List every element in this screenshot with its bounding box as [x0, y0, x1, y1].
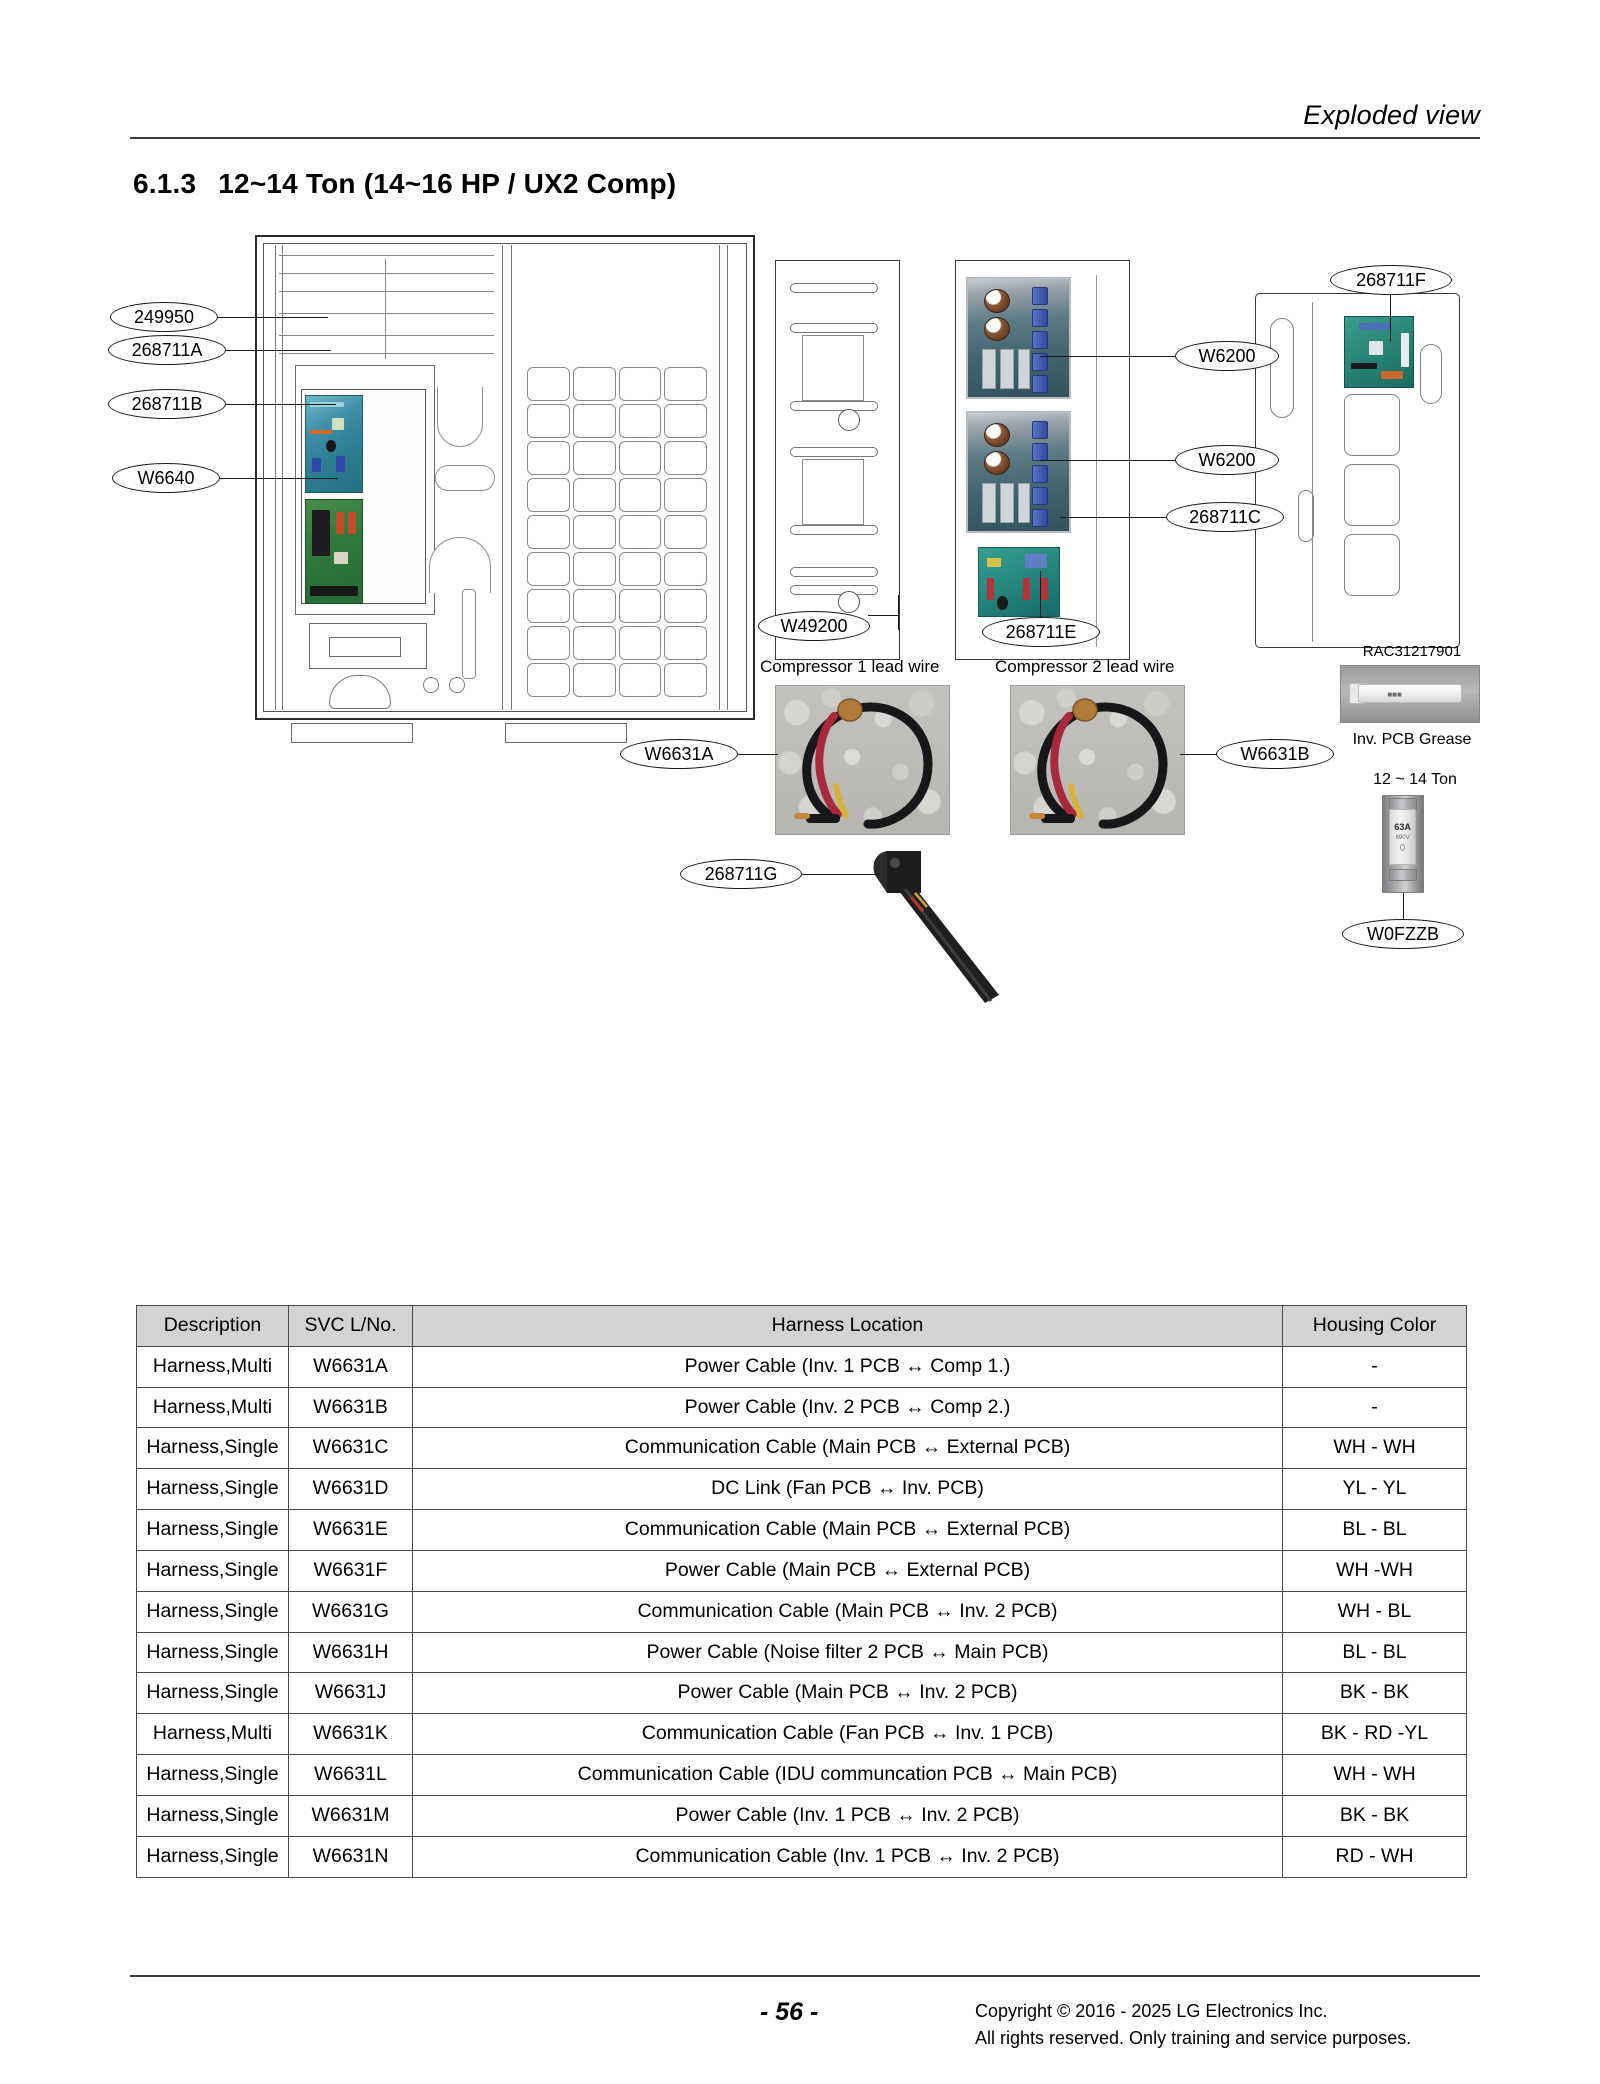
table-row — [137, 1795, 1467, 1836]
section-title-text: 12~14 Ton (14~16 HP / UX2 Comp) — [218, 168, 677, 199]
fuse-cert-mark — [1400, 844, 1405, 852]
nf2-module-a — [982, 483, 996, 523]
bracket-slot-6 — [790, 567, 878, 577]
leader-268711C — [1060, 517, 1168, 518]
unit-base-panel-right — [505, 723, 627, 743]
callout-W6631B-label: W6631B — [1240, 743, 1310, 764]
harness-table-container — [136, 1305, 1466, 1878]
table-row — [137, 1387, 1467, 1428]
cell-housing-color: - — [1283, 1387, 1467, 1428]
pcb-chip — [332, 418, 344, 430]
noise-filter-pcb-2 — [966, 411, 1071, 533]
nf2-cap-1 — [1032, 421, 1048, 439]
cell-housing-color: BK - RD -YL — [1283, 1714, 1467, 1755]
lead-wire-2-drawing — [1011, 686, 1185, 835]
callout-W6200-lower[interactable] — [1175, 445, 1279, 475]
cell-description: Harness,Single — [137, 1836, 289, 1877]
footer-rule — [130, 1975, 1480, 1977]
cell-harness-location: Communication Cable (Main PCB ↔ External PCB) — [413, 1428, 1283, 1469]
plate-pcb-header — [1359, 323, 1391, 330]
nf1-module-a — [982, 349, 996, 389]
nf1-cap-1 — [1032, 287, 1048, 305]
sensor-connector-drawing — [865, 845, 1095, 1025]
callout-249950-label: 249950 — [133, 306, 195, 327]
unit-base-panel-left — [291, 723, 413, 743]
bracket-slot-7 — [790, 585, 878, 595]
col-header-housing-color: Housing Color — [1283, 1306, 1467, 1347]
callout-W6631B[interactable] — [1216, 739, 1334, 769]
callout-W6631A[interactable] — [620, 739, 738, 769]
cell-svc-lno: W6631C — [289, 1428, 413, 1469]
inverter-pcb — [305, 499, 363, 604]
cell-housing-color: WH -WH — [1283, 1550, 1467, 1591]
service-valve-a — [423, 677, 439, 693]
running-head: Exploded view — [1303, 100, 1480, 130]
page-header — [130, 100, 1480, 139]
plate-pcb-ic-row — [1351, 363, 1377, 369]
inverter-cap-a — [336, 512, 344, 534]
unit-strip-mid — [502, 245, 512, 710]
cell-description: Harness,Single — [137, 1428, 289, 1469]
leader-W6200-upper — [1040, 356, 1178, 357]
cell-harness-location: Communication Cable (Fan PCB ↔ Inv. 1 PCB) — [413, 1714, 1283, 1755]
compressor-2-lead-wire-photo — [1010, 685, 1185, 835]
fuse-photo — [1382, 795, 1424, 893]
bracket-panel-view — [775, 260, 900, 660]
cell-description: Harness,Single — [137, 1591, 289, 1632]
bracket-slot-2 — [790, 323, 878, 333]
plate-pcb-chip — [1369, 341, 1383, 355]
leader-268711A — [226, 350, 331, 351]
cell-svc-lno: W6631B — [289, 1387, 413, 1428]
plate-cutout-2 — [1344, 464, 1400, 526]
cell-harness-location: Power Cable (Main PCB ↔ Inv. 2 PCB) — [413, 1673, 1283, 1714]
lead-wire-1-drawing — [776, 686, 950, 835]
cell-harness-location: Power Cable (Inv. 2 PCB ↔ Comp 2.) — [413, 1387, 1283, 1428]
section-number: 6.1.3 — [133, 168, 197, 199]
plate-cutout-1 — [1344, 394, 1400, 456]
nf2-cap-2 — [1032, 443, 1048, 461]
table-row — [137, 1346, 1467, 1387]
cell-harness-location: Power Cable (Noise filter 2 PCB ↔ Main PCB) — [413, 1632, 1283, 1673]
refrigerant-pipe-upper — [437, 387, 483, 447]
nf2-coil-b — [984, 451, 1010, 475]
callout-268711A-label: 268711A — [131, 339, 203, 360]
callout-268711B-label: 268711B — [131, 393, 203, 414]
callout-268711G[interactable] — [680, 859, 802, 889]
callout-268711C-label: 268711C — [1189, 506, 1261, 527]
cell-harness-location: Power Cable (Main PCB ↔ External PCB) — [413, 1550, 1283, 1591]
suction-pipe — [462, 589, 476, 679]
callout-268711G-label: 268711G — [704, 863, 778, 884]
callout-268711E-label: 268711E — [1005, 621, 1077, 642]
callout-268711A[interactable] — [108, 335, 226, 365]
col-header-harness-location: Harness Location — [413, 1306, 1283, 1347]
leader-W6631A — [738, 754, 778, 755]
cell-svc-lno: W6631D — [289, 1469, 413, 1510]
cell-description: Harness,Single — [137, 1795, 289, 1836]
nf2-module-b — [1000, 483, 1014, 523]
nf2-cap-3 — [1032, 465, 1048, 483]
cell-harness-location: Communication Cable (Inv. 1 PCB ↔ Inv. 2 PCB) — [413, 1836, 1283, 1877]
plate-slot-long — [1270, 318, 1294, 418]
col-header-svc-lno: SVC L/No. — [289, 1306, 413, 1347]
inverter-chip — [334, 552, 348, 564]
cell-description: Harness,Single — [137, 1755, 289, 1796]
cell-description: Harness,Single — [137, 1632, 289, 1673]
bracket-knob-1 — [838, 409, 860, 431]
callout-268711C[interactable] — [1166, 502, 1284, 532]
header-rule — [130, 137, 1480, 139]
external-pcb-connector-2 — [1023, 578, 1030, 600]
table-row — [137, 1469, 1467, 1510]
callout-W6200-upper[interactable] — [1175, 341, 1279, 371]
leader-268711E-vert — [1040, 571, 1041, 623]
table-row — [137, 1510, 1467, 1551]
nf1-module-b — [1000, 349, 1014, 389]
callout-W0FZZB-label: W0FZZB — [1367, 923, 1439, 944]
grease-tube-text: ■■■ — [1387, 690, 1402, 700]
leader-268711F — [1390, 295, 1391, 341]
callout-W49200-label: W49200 — [780, 615, 848, 636]
cell-svc-lno: W6631L — [289, 1755, 413, 1796]
plate-pcb-cap-row — [1381, 371, 1403, 379]
cell-housing-color: WH - BL — [1283, 1591, 1467, 1632]
fuse-cap-bottom — [1389, 869, 1417, 881]
pcb-resistor-row — [310, 430, 332, 434]
inv-pcb-grease-photo — [1340, 665, 1480, 723]
page-number: - 56 - — [760, 1998, 819, 2026]
inverter-cap-b — [348, 512, 356, 534]
nf2-module-c — [1018, 483, 1030, 523]
table-row — [137, 1632, 1467, 1673]
cell-svc-lno: W6631H — [289, 1632, 413, 1673]
cell-housing-color: YL - YL — [1283, 1469, 1467, 1510]
plate-fold-line — [1312, 302, 1313, 642]
cell-description: Harness,Single — [137, 1550, 289, 1591]
callout-W6631A-label: W6631A — [644, 743, 714, 764]
cell-housing-color: BK - BK — [1283, 1795, 1467, 1836]
copyright-block — [975, 1998, 1411, 2052]
nf1-cap-3 — [1032, 331, 1048, 349]
unit-strip-right — [719, 245, 728, 710]
cell-description: Harness,Single — [137, 1673, 289, 1714]
cell-housing-color: WH - WH — [1283, 1428, 1467, 1469]
cell-harness-location: DC Link (Fan PCB ↔ Inv. PCB) — [413, 1469, 1283, 1510]
nf2-cap-4 — [1032, 487, 1048, 505]
callout-W6640[interactable] — [112, 463, 220, 493]
cell-description: Harness,Single — [137, 1510, 289, 1551]
leader-249950 — [218, 317, 328, 318]
unit-louvers — [279, 251, 494, 356]
nf1-cap-5 — [1032, 375, 1048, 393]
cell-description: Harness,Multi — [137, 1714, 289, 1755]
compressor-2-label: Compressor 2 lead wire — [995, 657, 1175, 676]
unit-louver-divider — [385, 259, 386, 359]
callout-W0FZZB[interactable] — [1342, 919, 1464, 949]
leader-W6640 — [220, 478, 338, 479]
callout-268711F-label: 268711F — [1356, 269, 1426, 290]
callout-249950[interactable] — [110, 302, 218, 332]
refrigerant-pipe-mid — [435, 465, 495, 491]
external-pcb-connector-1 — [987, 578, 994, 600]
leader-W6200-lower — [1040, 460, 1178, 461]
nf1-coil-a — [984, 289, 1010, 313]
plate-pcb-connector-white — [1401, 333, 1409, 367]
leader-W49200-horz — [868, 615, 900, 616]
external-pcb-cap — [997, 596, 1008, 610]
cell-svc-lno: W6631E — [289, 1510, 413, 1551]
bracket-slot-3 — [790, 401, 878, 411]
compressor-1-lead-wire-photo — [775, 685, 950, 835]
grease-part-number: RAC31217901 — [1362, 643, 1462, 660]
callout-W49200[interactable] — [758, 611, 870, 641]
cell-svc-lno: W6631M — [289, 1795, 413, 1836]
cell-description: Harness,Single — [137, 1469, 289, 1510]
cell-housing-color: BK - BK — [1283, 1673, 1467, 1714]
table-row — [137, 1673, 1467, 1714]
leader-W49200-vert — [898, 595, 899, 630]
cell-housing-color: BL - BL — [1283, 1510, 1467, 1551]
pcb-cap-blue-a — [312, 458, 321, 472]
table-header-row — [137, 1306, 1467, 1347]
inverter-terminal-block — [310, 586, 358, 596]
service-valve-b — [449, 677, 465, 693]
cell-svc-lno: W6631J — [289, 1673, 413, 1714]
external-comm-pcb — [1344, 316, 1414, 388]
condenser-coil-grid — [527, 367, 707, 697]
callout-W6200-lower-label: W6200 — [1198, 449, 1256, 470]
table-row — [137, 1591, 1467, 1632]
bracket-block-1 — [802, 335, 864, 401]
col-header-description: Description — [137, 1306, 289, 1347]
grease-name-label: Inv. PCB Grease — [1352, 731, 1472, 748]
cell-svc-lno: W6631G — [289, 1591, 413, 1632]
noise-filter-pcb-1 — [966, 277, 1071, 399]
nf1-coil-b — [984, 317, 1010, 341]
external-pcb — [978, 547, 1060, 617]
nf2-cap-5 — [1032, 509, 1048, 527]
bracket-slot-1 — [790, 283, 878, 293]
cell-housing-color: RD - WH — [1283, 1836, 1467, 1877]
table-row — [137, 1428, 1467, 1469]
cell-description: Harness,Multi — [137, 1346, 289, 1387]
cell-svc-lno: W6631N — [289, 1836, 413, 1877]
cell-svc-lno: W6631K — [289, 1714, 413, 1755]
pcb-cap-blue-b — [336, 456, 345, 472]
leader-268711G — [802, 874, 880, 875]
section-heading — [133, 168, 676, 200]
copyright-line-2: All rights reserved. Only training and service purposes. — [975, 2028, 1412, 2048]
plate-cutout-3 — [1344, 534, 1400, 596]
cell-harness-location: Power Cable (Inv. 1 PCB ↔ Inv. 2 PCB) — [413, 1795, 1283, 1836]
plate-slot-right — [1420, 344, 1442, 404]
cell-svc-lno: W6631F — [289, 1550, 413, 1591]
mounting-plate-view — [1255, 293, 1460, 648]
cell-harness-location: Communication Cable (IDU communcation PCB ↔ Main PCB) — [413, 1755, 1283, 1796]
external-pcb-relay — [987, 558, 1001, 567]
callout-268711B[interactable] — [108, 389, 226, 419]
callout-W6200-upper-label: W6200 — [1198, 345, 1256, 366]
fuse-rating-text: 63A — [1394, 822, 1411, 833]
bracket-block-2 — [802, 459, 864, 525]
table-row — [137, 1714, 1467, 1755]
callout-268711F[interactable] — [1330, 265, 1452, 295]
cell-housing-color: BL - BL — [1283, 1632, 1467, 1673]
cell-description: Harness,Multi — [137, 1387, 289, 1428]
external-pcb-transformer — [1025, 554, 1047, 568]
cell-svc-lno: W6631A — [289, 1346, 413, 1387]
nf1-module-c — [1018, 349, 1030, 389]
copyright-line-1: Copyright © 2016 - 2025 LG Electronics Inc. — [975, 2001, 1328, 2021]
callout-268711E[interactable] — [982, 617, 1100, 647]
cell-housing-color: - — [1283, 1346, 1467, 1387]
cell-harness-location: Communication Cable (Main PCB ↔ Inv. 2 PCB) — [413, 1591, 1283, 1632]
bracket-slot-5 — [790, 525, 878, 535]
external-pcb-connector-3 — [1041, 578, 1048, 600]
exploded-view-diagram — [0, 215, 1600, 1295]
leader-268711B — [226, 404, 336, 405]
leader-W6631B — [1180, 754, 1218, 755]
fuse-voltage-text: 690V — [1395, 835, 1410, 842]
table-row — [137, 1836, 1467, 1877]
bracket-knob-2 — [838, 591, 860, 613]
inverter-heatsink — [312, 510, 330, 556]
fuse-ton-range-label: 12 ~ 14 Ton — [1373, 771, 1457, 788]
nf2-coil-a — [984, 423, 1010, 447]
grease-tube-body — [1358, 684, 1463, 703]
harness-table — [136, 1305, 1467, 1878]
fuse-body — [1389, 809, 1415, 865]
terminal-contacts — [329, 637, 401, 657]
cell-harness-location: Communication Cable (Main PCB ↔ External PCB) — [413, 1510, 1283, 1551]
callout-W6640-label: W6640 — [137, 467, 195, 488]
nf1-cap-2 — [1032, 309, 1048, 327]
table-body — [137, 1346, 1467, 1877]
bracket-slot-4 — [790, 447, 878, 457]
table-row — [137, 1755, 1467, 1796]
cell-housing-color: WH - WH — [1283, 1755, 1467, 1796]
refrigerant-pipe-lower — [429, 537, 491, 593]
compressor-1-label: Compressor 1 lead wire — [760, 657, 940, 676]
cell-harness-location: Power Cable (Inv. 1 PCB ↔ Comp 1.) — [413, 1346, 1283, 1387]
table-row — [137, 1550, 1467, 1591]
pcb-cap-black — [326, 440, 336, 452]
